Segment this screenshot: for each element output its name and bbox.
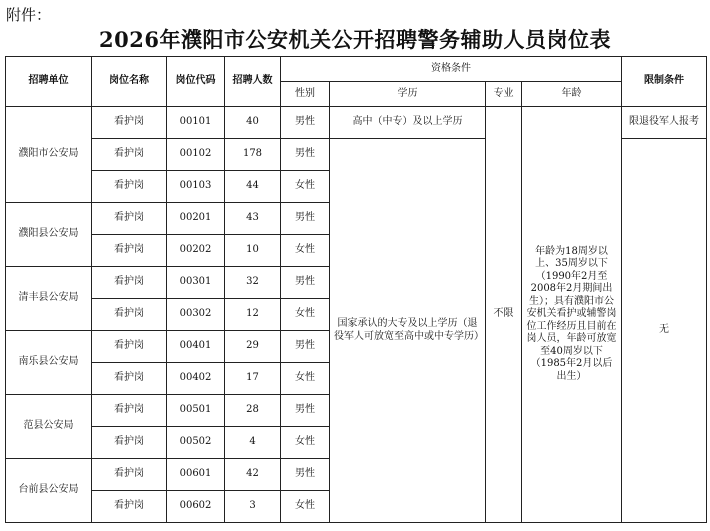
count-cell: 178 [225, 139, 281, 171]
age-cell: 年龄为18周岁以上、35周岁以下（1990年2月至2008年2月期间出生）；具有濮阳市公安机关看护或辅警岗位工作经历且目前在岗人员，年龄可放宽至40周岁以下（1985年2月以后出生） [522, 107, 622, 523]
position-cell: 看护岗 [92, 363, 167, 395]
code-cell: 00102 [167, 139, 225, 171]
position-cell: 看护岗 [92, 107, 167, 139]
count-cell: 12 [225, 299, 281, 331]
gender-cell: 男性 [281, 459, 330, 491]
gender-cell: 女性 [281, 427, 330, 459]
attachment-label: 附件： [6, 6, 52, 24]
count-cell: 40 [225, 107, 281, 139]
code-cell: 00201 [167, 203, 225, 235]
code-cell: 00602 [167, 491, 225, 523]
code-cell: 00103 [167, 171, 225, 203]
position-cell: 看护岗 [92, 331, 167, 363]
code-cell: 00502 [167, 427, 225, 459]
count-cell: 28 [225, 395, 281, 427]
gender-cell: 女性 [281, 363, 330, 395]
code-cell: 00101 [167, 107, 225, 139]
restriction-cell-rest: 无 [622, 139, 707, 523]
code-cell: 00501 [167, 395, 225, 427]
gender-cell: 女性 [281, 171, 330, 203]
unit-cell: 濮阳市公安局 [6, 107, 92, 203]
count-cell: 44 [225, 171, 281, 203]
unit-cell: 范县公安局 [6, 395, 92, 459]
unit-cell: 清丰县公安局 [6, 267, 92, 331]
position-cell: 看护岗 [92, 459, 167, 491]
position-cell: 看护岗 [92, 139, 167, 171]
header-restriction: 限制条件 [622, 57, 707, 107]
position-cell: 看护岗 [92, 235, 167, 267]
position-cell: 看护岗 [92, 171, 167, 203]
header-code: 岗位代码 [167, 57, 225, 107]
position-cell: 看护岗 [92, 203, 167, 235]
gender-cell: 女性 [281, 299, 330, 331]
restriction-cell-first: 限退役军人报考 [622, 107, 707, 139]
position-cell: 看护岗 [92, 491, 167, 523]
gender-cell: 男性 [281, 331, 330, 363]
count-cell: 3 [225, 491, 281, 523]
count-cell: 43 [225, 203, 281, 235]
gender-cell: 男性 [281, 139, 330, 171]
header-major: 专业 [486, 82, 522, 107]
gender-cell: 女性 [281, 235, 330, 267]
gender-cell: 男性 [281, 395, 330, 427]
count-cell: 10 [225, 235, 281, 267]
unit-cell: 濮阳县公安局 [6, 203, 92, 267]
gender-cell: 男性 [281, 267, 330, 299]
header-position: 岗位名称 [92, 57, 167, 107]
code-cell: 00401 [167, 331, 225, 363]
count-cell: 42 [225, 459, 281, 491]
position-cell: 看护岗 [92, 427, 167, 459]
unit-cell: 南乐县公安局 [6, 331, 92, 395]
header-qualifications: 资格条件 [281, 57, 622, 82]
major-cell: 不限 [486, 107, 522, 523]
gender-cell: 男性 [281, 203, 330, 235]
code-cell: 00402 [167, 363, 225, 395]
table-row [6, 107, 707, 139]
header-education: 学历 [330, 82, 486, 107]
gender-cell: 女性 [281, 491, 330, 523]
count-cell: 4 [225, 427, 281, 459]
gender-cell: 男性 [281, 107, 330, 139]
count-cell: 29 [225, 331, 281, 363]
position-cell: 看护岗 [92, 267, 167, 299]
position-cell: 看护岗 [92, 395, 167, 427]
count-cell: 32 [225, 267, 281, 299]
code-cell: 00601 [167, 459, 225, 491]
position-cell: 看护岗 [92, 299, 167, 331]
page-title: 2026年濮阳市公安机关公开招聘警务辅助人员岗位表 [99, 27, 611, 52]
header-age: 年龄 [522, 82, 622, 107]
positions-table [5, 56, 707, 523]
code-cell: 00202 [167, 235, 225, 267]
education-cell-first: 高中（中专）及以上学历 [330, 107, 486, 139]
count-cell: 17 [225, 363, 281, 395]
education-cell-rest: 国家承认的大专及以上学历（退役军人可放宽至高中或中专学历） [330, 139, 486, 523]
unit-cell: 台前县公安局 [6, 459, 92, 523]
code-cell: 00302 [167, 299, 225, 331]
header-unit: 招聘单位 [6, 57, 92, 107]
header-count: 招聘人数 [225, 57, 281, 107]
header-gender: 性别 [281, 82, 330, 107]
code-cell: 00301 [167, 267, 225, 299]
